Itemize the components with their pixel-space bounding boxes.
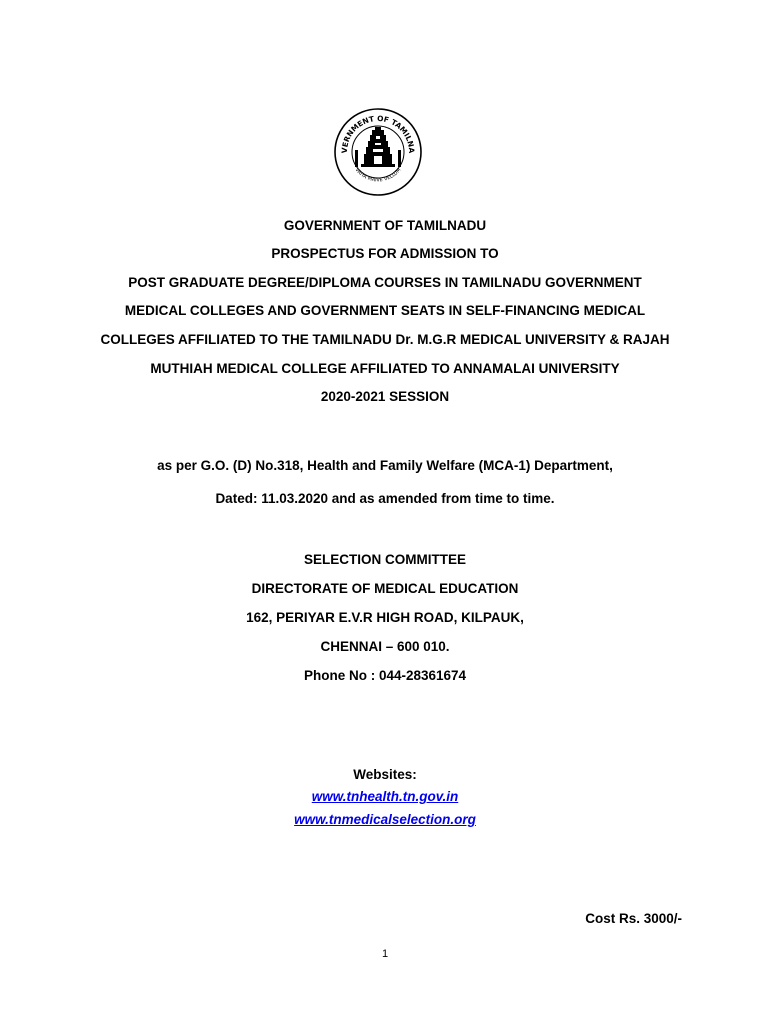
tamilnadu-government-seal-icon [333,106,423,198]
website-link-tnmedicalselection[interactable]: www.tnmedicalselection.org [294,812,476,827]
heading-prospectus: PROSPECTUS FOR ADMISSION TO [271,246,499,261]
address-committee: SELECTION COMMITTEE [304,552,466,567]
page-number: 1 [381,948,389,960]
websites-label: Websites: [353,767,417,782]
website-link-tnhealth[interactable]: www.tnhealth.tn.gov.in [311,789,459,804]
address-city: CHENNAI – 600 010. [320,639,450,654]
heading-courses-line-3: COLLEGES AFFILIATED TO THE TAMILNADU Dr. M.G.R MEDICAL UNIVERSITY & RAJAH [100,332,670,347]
seal-text-bottom: VAIYA MAIVE VELLUM [353,167,403,184]
address-phone: Phone No : 044-28361674 [303,668,467,683]
seal-text-top: VERNMENT OF TAMILNA [339,113,417,154]
order-reference: as per G.O. (D) No.318, Health and Family Welfare (MCA-1) Department, [157,458,613,473]
heading-courses-line-1: POST GRADUATE DEGREE/DIPLOMA COURSES IN TAMILNADU GOVERNMENT [128,275,642,290]
address-street: 162, PERIYAR E.V.R HIGH ROAD, KILPAUK, [246,610,524,625]
cost-label: Cost Rs. 3000/- [585,911,682,926]
order-date: Dated: 11.03.2020 and as amended from time to time. [215,491,555,506]
heading-courses-line-4: MUTHIAH MEDICAL COLLEGE AFFILIATED TO ANNAMALAI UNIVERSITY [150,361,620,376]
heading-courses-line-2: MEDICAL COLLEGES AND GOVERNMENT SEATS IN SELF-FINANCING MEDICAL [124,303,646,318]
address-directorate: DIRECTORATE OF MEDICAL EDUCATION [251,581,519,596]
svg-text:VAIYA MAIVE VELLUM [354,167,403,183]
heading-government: GOVERNMENT OF TAMILNADU [283,218,487,233]
heading-session: 2020-2021 SESSION [320,389,450,404]
